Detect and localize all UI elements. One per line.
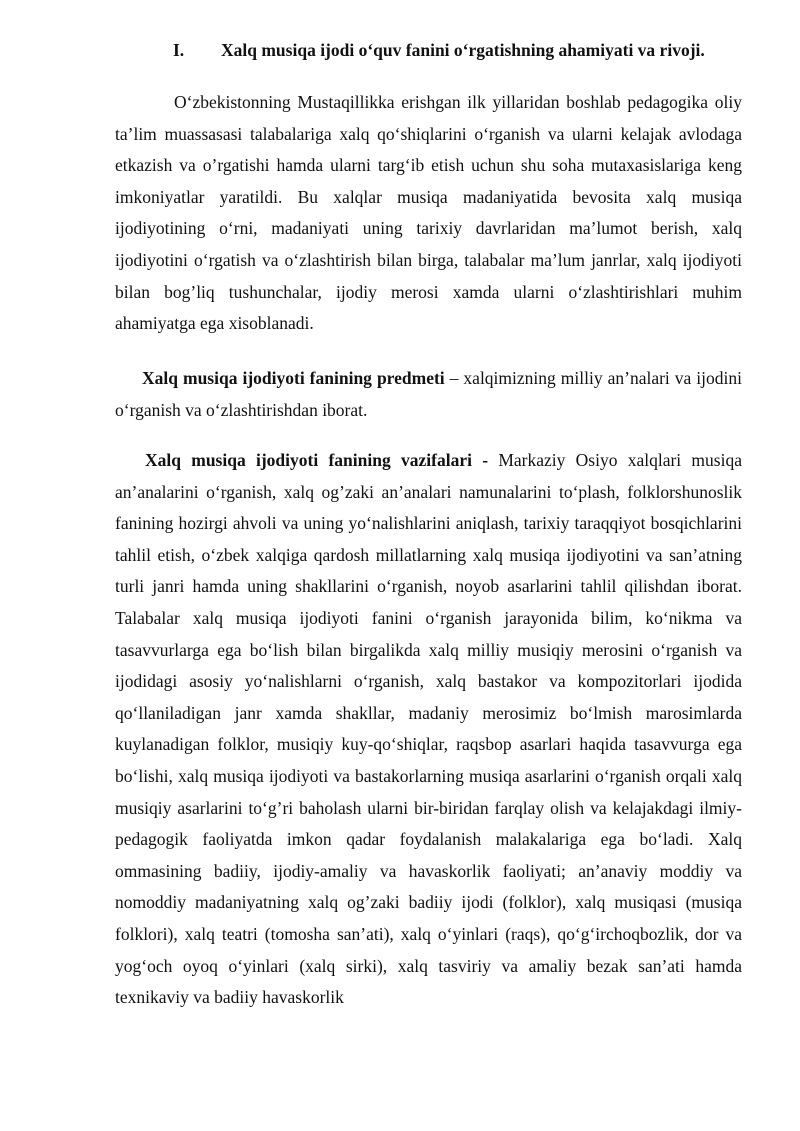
section-heading <box>0 36 800 64</box>
section-number: I. <box>173 40 185 60</box>
tasks-definition: Markaziy Osiyo xalqlari musiqa an’analarini o‘rganish, xalq og’zaki an’analari namunalarini to‘plash, folklorshunoslik fanining hozirgi ahvoli va uning yo‘nalishlarini aniqlash, tarixiy taraqqiyot bosqichlarini tahlil etish, o‘zbek xalqiga qardosh millatlarning xalq musiqa ijodiyotini va san’atning turli janri hamda uning shakllarini o‘rganish, noyob asarlarini tahlil qilishdan iborat. Talabalar xalq musiqa ijodiyoti fanini o‘rganish jarayonida bilim, ko‘nikma va tasavvurlarga ega bo‘lish bilan birgalikda xalq milliy musiqiy merosini o‘rganish va ijodidagi asosiy yo‘nalishlarni o‘rganish, xalq bastakor va kompozitorlari ijodida qo‘llaniladigan janr xamda shakllar, madaniy merosimiz bo‘lmish marosimlarda kuylanadigan folklor, musiqiy kuy-qo‘shiqlar, raqsbop asarlari haqida tasavvurga ega bo‘lishi, xalq musiqa ijodiyoti va bastakorlarning musiqa asarlarini o‘rganish orqali xalq musiqiy asarlarini to‘g’ri baholash ularni bir-biridan farqlay olish va kelajakdagi ilmiy-pedagogik faoliyatda imkon qadar foydalanish malakalariga ega bo‘ladi. Xalq ommasining badiiy, ijodiy-amaliy va havaskorlik faoliyati; an’anaviy moddiy va nomoddiy madaniyatning xalq og’zaki badiiy ijodi (folklor), xalq musiqasi (musiqa folklori), xalq teatri (tomosha san’ati), xalq o‘yinlari (raqs), qo‘g‘irchoqbozlik, dor va yog‘och oyoq o‘yinlari (xalq sirki), xalq tasviriy va amaliy bezak san’ati hamda texnikaviy va badiiy havaskorlik <box>115 450 742 1008</box>
intro-paragraph: O‘zbekistonning Mustaqillikka erishgan ilk yillaridan boshlab pedagogika oliy ta’lim muassasasi talabalariga xalq qo‘shiqlarini o‘rganish va ularni kelajak avlodaga etkazish va o’rgatishi hamda ularni targ‘ib etish uchun shu soha mutaxasislariga keng imkoniyatlar yaratildi. Bu xalqlar musiqa madaniyatida bevosita xalq musiqa ijodiyotining o‘rni, madaniyati uning tarixiy davrlaridan ma’lumot berish, xalq ijodiyotini o‘rgatish va o‘zlashtirish bilan birga, talabalar ma’lum janrlar, xalq ijodiyoti bilan bog’liq tushunchalar, ijodiy merosi xamda ularni o‘zlashtirishlari muhim ahamiyatga ega xisoblanadi. <box>115 92 742 334</box>
subject-paragraph <box>115 363 742 426</box>
section-title: Xalq musiqa ijodi o‘quv fanini o‘rgatishning ahamiyati va rivoji. <box>221 40 705 60</box>
tasks-paragraph <box>115 445 742 1014</box>
subject-term: Xalq musiqa ijodiyoti fanining predmeti <box>142 368 445 388</box>
tasks-term: Xalq musiqa ijodiyoti fanining vazifalari - <box>145 450 489 470</box>
subject-definition: – xalqimizning milliy an’nalari va ijodini o‘rganish va o‘zlashtirishdan iborat. <box>115 368 743 420</box>
